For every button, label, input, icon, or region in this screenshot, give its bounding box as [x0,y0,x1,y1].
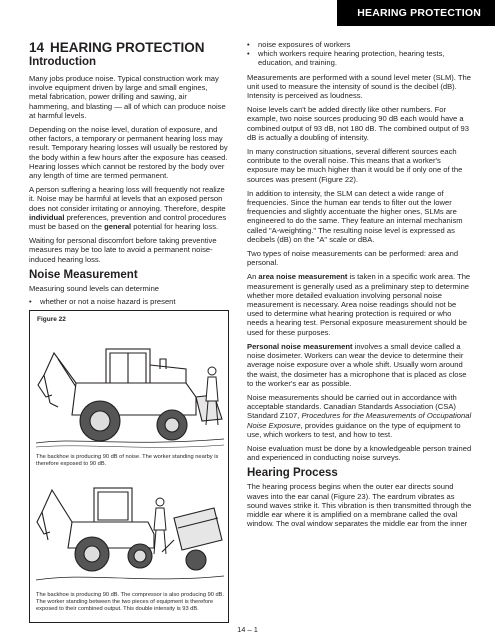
chapter-title-text: HEARING PROTECTION [50,40,205,55]
backhoe-illustration-1 [36,325,224,451]
backhoe-compressor-illustration [36,468,224,588]
noise-measurement-heading: Noise Measurement [29,268,138,281]
intro-paragraph-4: Waiting for personal discomfort before taking preventive measures may be too late to avoid a permanent noise-induced hearing loss. [29,236,217,264]
chapter-title [29,40,228,55]
right-column [247,40,473,528]
noise-measurement-paragraph: Measuring sound levels can determine [29,283,160,293]
frequency-paragraph: In addition to intensity, the SLM can detect a wide range of frequencies. Since the human ear tends to filter out the lower frequencies and slightly accentuate the higher ones, SLMs are engineered to do the same. They feature an internal mechanism called "A-weighting." The resulting noise level is expressed as decibels (dB) on the "A" scale or dBA. [247,188,463,244]
page-number: 14 – 1 [237,625,258,634]
bullet-list-left [29,297,228,306]
page-header [0,0,495,28]
section-title-tab: HEARING PROTECTION [337,0,495,26]
list-item: • noise exposures of workers [247,40,473,49]
figure-label: Figure 22 [37,316,66,323]
evaluation-paragraph: Noise evaluation must be done by a knowledgeable person trained and experienced in conducting noise surveys. [247,443,472,463]
intro-paragraph-1: Many jobs produce noise. Typical construction work may involve equipment driven by large and small engines, metal fabrication, power drilling and sawing, air hammering, and blasting — all of which can produce noise at harmful levels. [29,74,226,120]
intro-paragraph-2: Depending on the noise level, duration of exposure, and other factors, a temporary or permanent hearing loss may result. Temporary hearing losses will usually be restored by the body within a few hours after the exposure has ceased. Hearing losses which cannot be restored by the body over any length of time are termed permanent. [29,125,228,181]
hearing-process-paragraph: The hearing process begins when the outer ear directs sound waves into the ear canal (Figure 23). The eardrum vibrates as sound waves strike it. This vibration is then transmitted through the middle ear where it is amplified on a membrane called the oval window. The oval window separates the middle ear from the inner [247,482,472,529]
decibel-paragraph: Noise levels can't be added directly like other numbers. For example, two noise sources producing 90 dB each would have a combined output of 93 dB, not 180 dB. The combined output of 93 dB is actually a doubling of intensity. [247,105,469,142]
left-column [29,40,228,306]
personal-measurement-paragraph: Personal noise measurement involves a small device called a noise dosimeter. Workers can wear the device to determine their average noise exposure over a whole shift. Usually worn around the waist, the dosimeter has a microphone that is placed as close to the worker's ear as possible. [247,341,467,388]
figure-caption-2: The backhoe is producing 90 dB. The compressor is also producing 90 dB. The worker standing between the two pieces of equipment is therefore exposed to their combined output. This double intensity is 93 dB. [36,592,225,612]
measurement-types-paragraph: Two types of noise measurements can be performed: area and personal. [247,249,459,268]
standards-paragraph: Noise measurements should be carried out in accordance with acceptable standards. Canadian Standards Association (CSA) Standard Z107, Procedures for the Measurements of Occupational Noise Exposure, provides guidance on the type of equipment to use, which workers to test, and how to test. [247,392,472,439]
figure-22 [29,310,229,623]
bullet-list-right [247,40,473,68]
chapter-number: 14 [29,40,45,55]
list-item: • whether or not a noise hazard is present [29,297,228,306]
construction-sources-paragraph: In many construction situations, several different sources each contribute to the overall noise. This means that a worker's exposure may be much higher than it would be if only one of the sources was present (Figure 22). [247,147,463,184]
hearing-process-heading: Hearing Process [247,467,338,480]
area-measurement-paragraph: An area noise measurement is taken in a specific work area. The measurement is generally used as a preliminary step to determine whether more detailed evaluation involving personal noise measurement is necessary. Area noise readings should not be used to determine what hearing protection is required or who needs a hearing test. Personal exposure measurement should be used for these purposes. [247,272,471,337]
intro-paragraph-3: A person suffering a hearing loss will frequently not realize it. Noise may be harmful at levels that an exposed person does not consider irritating or annoying. Therefore, despite individual preferences, prevention and control procedures must be based on the general potential for hearing loss. [29,185,227,232]
intro-heading: Introduction [29,56,97,68]
list-item: • which workers require hearing protection, hearing tests, education, and training. [247,49,473,67]
measurement-paragraph: Measurements are performed with a sound level meter (SLM). The unit used to measure the intensity of sound is the decibel (dB). Intensity is perceived as loudness. [247,72,471,101]
figure-caption-1: The backhoe is producing 90 dB of noise. The worker standing nearby is therefore exposed to 90 dB. [36,454,219,467]
